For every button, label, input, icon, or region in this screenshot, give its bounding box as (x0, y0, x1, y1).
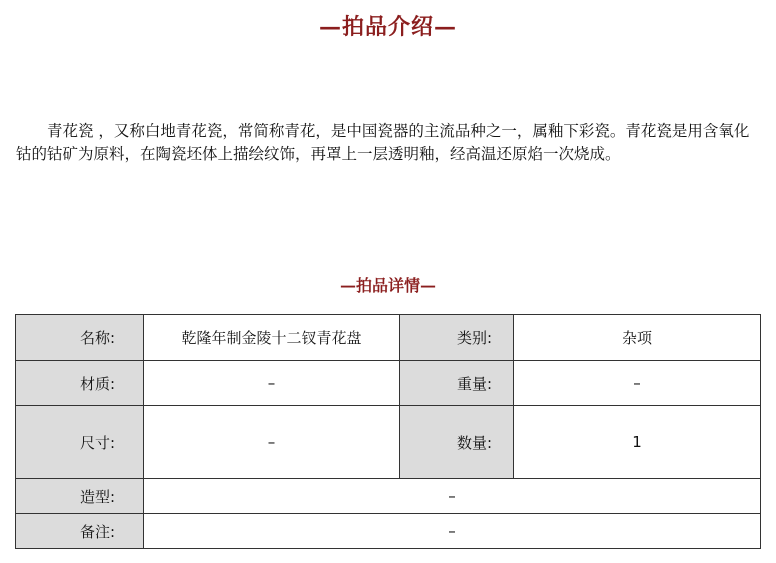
details-table (15, 314, 761, 549)
intro-paragraph: 青花瓷 ，又称白地青花瓷，常简称青花，是中国瓷器的主流品种之一，属釉下彩瓷。青花瓷是用含氧化钴的钴矿为原料，在陶瓷坯体上描绘纹饰，再罩上一层透明釉，经高温还原焰一次烧成。 (16, 122, 750, 163)
quantity-value: 1 (514, 406, 761, 479)
size-value: – (144, 406, 400, 479)
material-value: – (144, 361, 400, 406)
table-row (16, 315, 761, 361)
remark-label: 备注: (16, 514, 144, 549)
category-label: 类别: (400, 315, 514, 361)
table-row (16, 361, 761, 406)
weight-label: 重量: (400, 361, 514, 406)
name-label: 名称: (16, 315, 144, 361)
shape-value: – (144, 479, 761, 514)
table-row (16, 406, 761, 479)
category-value: 杂项 (514, 315, 761, 361)
name-value: 乾隆年制金陵十二钗青花盘 (144, 315, 400, 361)
size-label: 尺寸: (16, 406, 144, 479)
material-label: 材质: (16, 361, 144, 406)
shape-label: 造型: (16, 479, 144, 514)
remark-value: – (144, 514, 761, 549)
details-title: —拍品详情— (339, 276, 436, 295)
table-row (16, 514, 761, 549)
page-title: —拍品介绍— (318, 14, 457, 40)
table-row (16, 479, 761, 514)
weight-value: – (514, 361, 761, 406)
quantity-label: 数量: (400, 406, 514, 479)
